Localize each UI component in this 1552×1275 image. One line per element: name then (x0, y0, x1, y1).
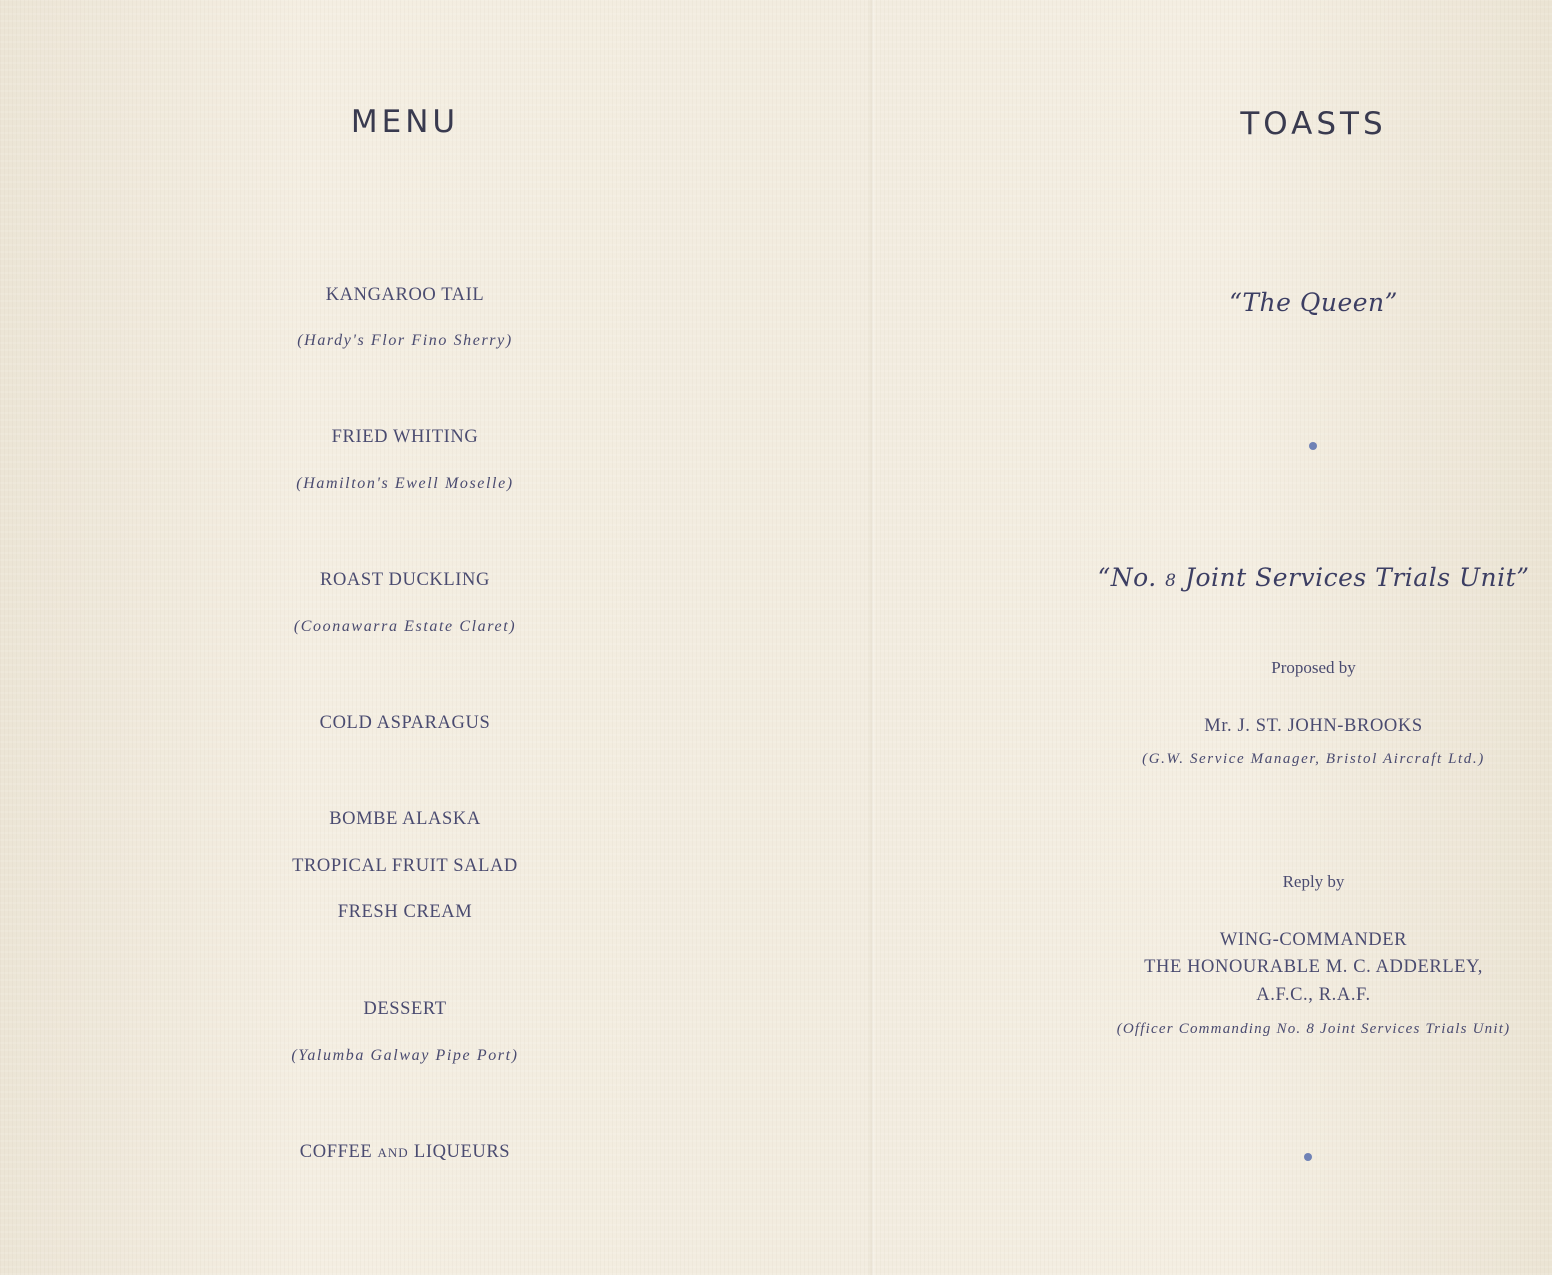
menu-heading: MENU (350, 104, 460, 140)
reply-by-label: Reply by (1282, 872, 1345, 891)
menu-dish-fresh-cream: FRESH CREAM (337, 902, 473, 922)
toast-trials-unit-number: 8 (1165, 571, 1177, 591)
replier-rank: WING-COMMANDER (1219, 930, 1408, 950)
proposer-role: (G.W. Service Manager, Bristol Aircraft Ltd.) (1142, 751, 1485, 767)
toast-trials-unit-open: “No. (1097, 563, 1157, 592)
menu-dish-bombe-alaska: BOMBE ALASKA (329, 809, 481, 829)
replier-name: THE HONOURABLE M. C. ADDERLEY, (1144, 957, 1483, 977)
menu-coffee-and-liqueurs (0, 1142, 810, 1163)
page-fold (868, 0, 876, 1275)
menu-dish-roast-duckling: ROAST DUCKLING (320, 570, 490, 590)
replier-role: (Officer Commanding No. 8 Joint Services Trials Unit) (1116, 1021, 1511, 1037)
menu-dish-fried-whiting: FRIED WHITING (331, 427, 479, 447)
separator-dot (1309, 442, 1317, 450)
menu-dish-cold-asparagus: COLD ASPARAGUS (319, 713, 491, 733)
menu-wine-port: (Yalumba Galway Pipe Port) (291, 1047, 519, 1064)
toasts-heading: TOASTS (1240, 106, 1387, 142)
toast-the-queen: “The Queen” (1229, 288, 1398, 317)
menu-liqueurs: LIQUEURS (413, 1142, 511, 1162)
menu-wine-claret: (Coonawarra Estate Claret) (293, 618, 517, 635)
menu-dish-dessert: DESSERT (363, 999, 447, 1019)
menu-wine-sherry: (Hardy's Flor Fino Sherry) (297, 332, 513, 349)
proposer-name: Mr. J. ST. JOHN-BROOKS (1204, 716, 1423, 736)
menu-wine-moselle: (Hamilton's Ewell Moselle) (296, 475, 514, 492)
menu-coffee: COFFEE (299, 1142, 373, 1162)
toast-trials-unit (1075, 563, 1552, 592)
replier-honours: A.F.C., R.A.F. (1256, 985, 1371, 1005)
menu-and: AND (377, 1145, 409, 1160)
proposed-by-label: Proposed by (1271, 658, 1356, 677)
separator-dot (1304, 1153, 1312, 1161)
menu-dish-kangaroo-tail: KANGAROO TAIL (325, 285, 485, 305)
menu-dish-tropical-fruit-salad: TROPICAL FRUIT SALAD (292, 856, 518, 876)
toasts-panel (1075, 0, 1552, 1275)
toast-trials-unit-rest: Joint Services Trials Unit” (1184, 563, 1530, 592)
